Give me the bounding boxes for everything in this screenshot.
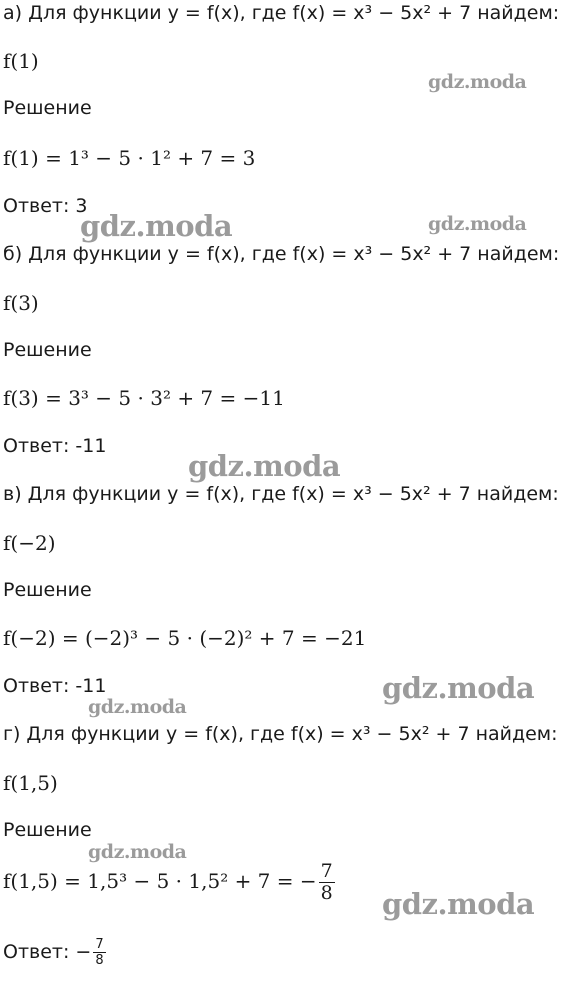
watermark: gdz.moda	[428, 71, 527, 93]
fraction-denominator: 8	[320, 882, 333, 904]
part-c-solution-label: Решение	[3, 579, 92, 601]
part-a-computation: f(1) = 1³ − 5 · 1² + 7 = 3	[3, 146, 256, 170]
part-b-target: f(3)	[3, 291, 39, 315]
part-d-target: f(1,5)	[3, 771, 58, 795]
part-c-target: f(−2)	[3, 531, 56, 555]
watermark: gdz.moda	[428, 213, 527, 235]
part-d-heading: г) Для функции y = f(x), где f(x) = x³ − 5x² + 7 найдем:	[3, 723, 558, 745]
part-a-solution-label: Решение	[3, 97, 92, 119]
watermark: gdz.moda	[382, 887, 535, 921]
watermark: gdz.moda	[88, 841, 187, 863]
part-b-answer: Ответ: -11	[3, 435, 107, 457]
part-d-computation-fraction	[319, 862, 335, 903]
fraction-numerator: 7	[95, 937, 104, 952]
fraction-numerator: 7	[320, 860, 333, 882]
part-c-computation: f(−2) = (−2)³ − 5 · (−2)² + 7 = −21	[3, 626, 367, 650]
part-b-computation: f(3) = 3³ − 5 · 3² + 7 = −11	[3, 386, 285, 410]
part-b-heading: б) Для функции y = f(x), где f(x) = x³ − 5x² + 7 найдем:	[3, 243, 560, 265]
watermark: gdz.moda	[188, 449, 341, 483]
part-d-answer-text: Ответ: −	[3, 941, 92, 963]
part-b-solution-label: Решение	[3, 339, 92, 361]
part-d-solution-label: Решение	[3, 819, 92, 841]
part-c-heading: в) Для функции y = f(x), где f(x) = x³ − 5x² + 7 найдем:	[3, 483, 559, 505]
watermark: gdz.moda	[80, 209, 233, 243]
part-d-computation	[3, 862, 335, 903]
part-d-answer-fraction	[93, 938, 105, 967]
fraction-denominator: 8	[95, 953, 104, 968]
part-d-computation-text: f(1,5) = 1,5³ − 5 · 1,5² + 7 = −	[3, 869, 317, 893]
part-a-heading: а) Для функции y = f(x), где f(x) = x³ − 5x² + 7 найдем:	[3, 2, 560, 24]
watermark: gdz.moda	[382, 671, 535, 705]
part-c-answer: Ответ: -11	[3, 675, 107, 697]
watermark: gdz.moda	[88, 696, 187, 718]
part-d-answer	[3, 938, 106, 967]
part-a-answer: Ответ: 3	[3, 195, 88, 217]
part-a-target: f(1)	[3, 49, 39, 73]
